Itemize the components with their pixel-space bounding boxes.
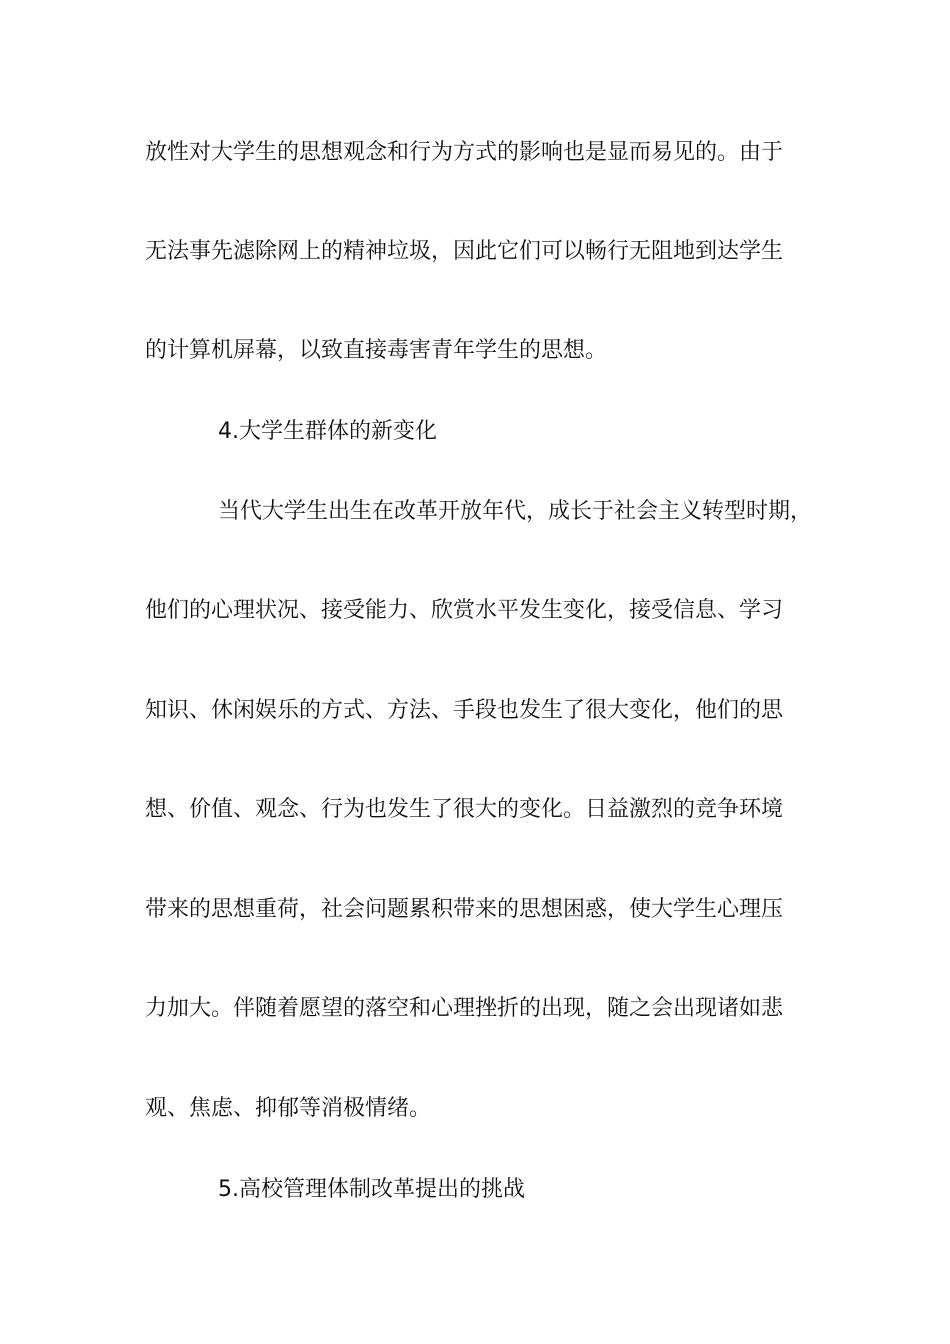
paragraph-line: 观、焦虑、抑郁等消极情绪。 <box>145 1096 432 1121</box>
paragraph-line: 他们的心理状况、接受能力、欣赏水平发生变化，接受信息、学习 <box>145 598 784 623</box>
paragraph-line: 当代大学生出生在改革开放年代，成长于社会主义转型时期， <box>218 499 813 524</box>
paragraph-line: 无法事先滤除网上的精神垃圾，因此它们可以畅行无阻地到达学生 <box>145 239 784 264</box>
paragraph-line: 带来的思想重荷，社会问题累积带来的思想困惑，使大学生心理压 <box>145 897 784 922</box>
paragraph-line: 知识、休闲娱乐的方式、方法、手段也发生了很大变化，他们的思 <box>145 698 784 723</box>
paragraph-line: 想、价值、观念、行为也发生了很大的变化。日益激烈的竞争环境 <box>145 797 784 822</box>
paragraph-line: 的计算机屏幕，以致直接毒害青年学生的思想。 <box>145 338 608 363</box>
paragraph-line: 力加大。伴随着愿望的落空和心理挫折的出现，随之会出现诸如悲 <box>145 996 784 1021</box>
paragraph-line: 放性对大学生的思想观念和行为方式的影响也是显而易见的。由于 <box>145 140 784 165</box>
section-heading: 4.大学生群体的新变化 <box>218 419 437 444</box>
section-heading: 5.高校管理体制改革提出的挑战 <box>218 1177 525 1202</box>
